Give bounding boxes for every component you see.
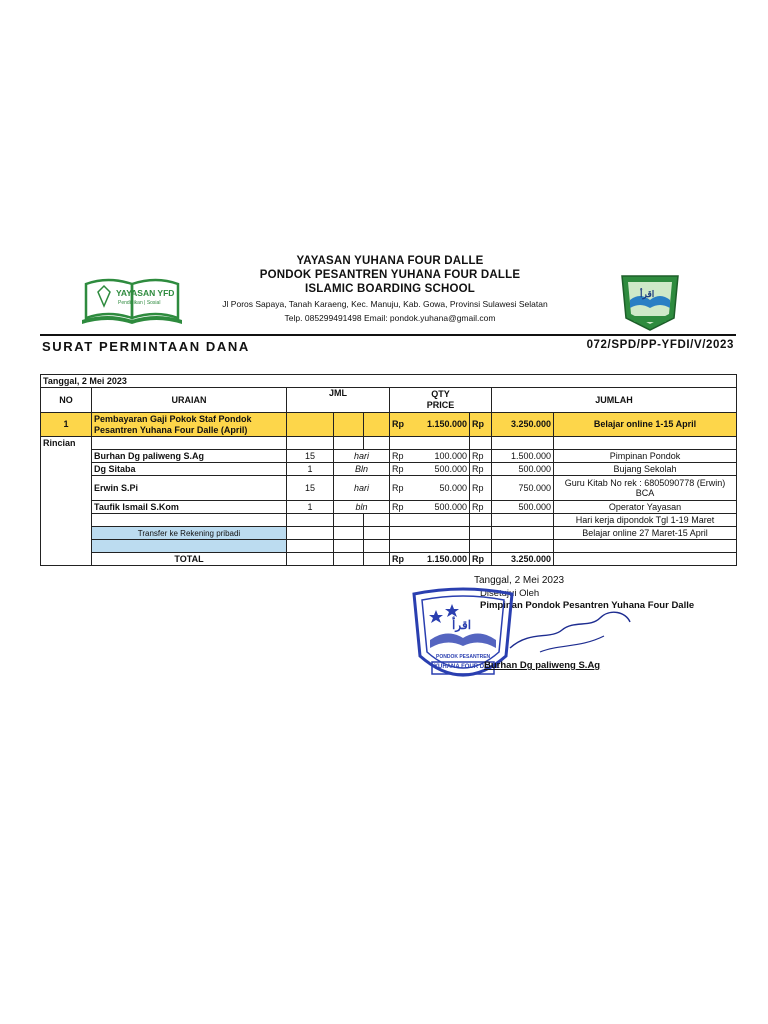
row-price: 500.000: [434, 463, 467, 474]
date-row: [41, 375, 737, 388]
row-price: 100.000: [434, 450, 467, 461]
row-name: Erwin S.Pi: [92, 476, 287, 501]
foundation-name: YAYASAN YUHANA FOUR DALLE: [296, 255, 484, 267]
row-name: Burhan Dg paliweng S.Ag: [92, 450, 287, 463]
item-rp-2: Rp: [470, 413, 492, 437]
blank-row: [41, 540, 737, 553]
empty-cell: [554, 540, 737, 553]
row-unit: Bln: [334, 463, 390, 476]
empty-cell: [554, 553, 737, 566]
empty-cell: [364, 437, 390, 450]
empty-cell: [287, 437, 334, 450]
row-ket: Operator Yayasan: [554, 501, 737, 514]
empty-cell: [364, 514, 390, 527]
col-price: PRICE: [426, 400, 455, 410]
empty-cell: [390, 437, 470, 450]
stamp-text-bottom: YUHANA FOUR DALLE: [434, 664, 500, 670]
empty-cell: [364, 553, 390, 566]
row-qty: 1: [287, 463, 334, 476]
logo-left-text: YAYASAN YFD: [116, 288, 175, 298]
document-title: SURAT PERMINTAAN DANA: [42, 339, 250, 354]
row-qty: 1: [287, 501, 334, 514]
total-label: TOTAL: [92, 553, 287, 566]
transfer-row: [41, 527, 737, 540]
item-ket: Belajar online 1-15 April: [554, 413, 737, 437]
row-rp: Rp: [392, 482, 404, 493]
signature-position: Pimpinan Pondok Pesantren Yuhana Four Dalle: [480, 600, 695, 611]
row-price: 500.000: [434, 501, 467, 512]
row-amount: 500.000: [492, 463, 554, 476]
col-qty: QTY: [431, 389, 450, 399]
note-ket-1: Hari kerja dipondok Tgl 1-19 Maret: [554, 514, 737, 527]
empty-cell: [41, 463, 92, 476]
row-ket: Bujang Sekolah: [554, 463, 737, 476]
col-uraian: URAIAN: [92, 388, 287, 413]
row-rp: Rp: [392, 463, 404, 474]
row-name: Dg Sitaba: [92, 463, 287, 476]
table-row: [41, 463, 737, 476]
item-no: 1: [41, 413, 92, 437]
row-ket: Guru Kitab No rek : 6805090778 (Erwin) BCA: [554, 476, 737, 501]
empty-cell: [364, 413, 390, 437]
rincian-label: Rincian: [41, 437, 92, 450]
logo-left-subtext: Pendidikan | Sosial: [118, 300, 161, 306]
empty-cell: [92, 514, 287, 527]
row-qty: 15: [287, 476, 334, 501]
empty-cell: [470, 437, 492, 450]
total-row: [41, 553, 737, 566]
main-item-row: [41, 413, 737, 437]
empty-cell: [287, 540, 334, 553]
row-unit: hari: [334, 476, 390, 501]
row-rp: Rp: [392, 501, 404, 512]
empty-cell: [287, 553, 334, 566]
empty-cell: [390, 527, 470, 540]
empty-cell: [334, 527, 364, 540]
row-price-cell: [390, 450, 470, 463]
total-rp: Rp: [392, 553, 404, 564]
row-rp-2: Rp: [470, 463, 492, 476]
empty-cell: [492, 527, 554, 540]
row-amount: 1.500.000: [492, 450, 554, 463]
item-desc: Pembayaran Gaji Pokok Staf Pondok Pesantren Yuhana Four Dalle (April): [92, 413, 287, 437]
empty-cell: [41, 450, 92, 463]
empty-cell: [334, 437, 364, 450]
note-row: [41, 514, 737, 527]
yayasan-logo: [78, 272, 186, 326]
empty-cell: [287, 413, 334, 437]
row-rp-2: Rp: [470, 501, 492, 514]
row-rp-2: Rp: [470, 476, 492, 501]
col-qty-price: [390, 388, 492, 413]
table-row: [41, 450, 737, 463]
item-total: 3.250.000: [492, 413, 554, 437]
empty-cell: [41, 476, 92, 501]
total-amount: 3.250.000: [492, 553, 554, 566]
empty-cell: [41, 553, 92, 566]
header-row: [41, 388, 737, 413]
empty-cell: [92, 540, 287, 553]
request-date: Tanggal, 2 Mei 2023: [41, 375, 737, 388]
logo-right-text: اقرأ: [640, 289, 655, 299]
empty-cell: [334, 553, 364, 566]
empty-cell: [287, 527, 334, 540]
empty-cell: [492, 540, 554, 553]
row-unit: hari: [334, 450, 390, 463]
empty-cell: [287, 514, 334, 527]
empty-cell: [390, 540, 470, 553]
empty-cell: [492, 514, 554, 527]
total-price-cell: [390, 553, 470, 566]
school-type: ISLAMIC BOARDING SCHOOL: [304, 283, 476, 295]
total-price: 1.150.000: [426, 553, 467, 564]
empty-cell: [334, 540, 364, 553]
item-price: 1.150.000: [426, 419, 467, 429]
fund-request-table: [40, 374, 737, 566]
row-amount: 750.000: [492, 476, 554, 501]
empty-cell: [41, 514, 92, 527]
empty-cell: [390, 514, 470, 527]
row-amount: 500.000: [492, 501, 554, 514]
empty-cell: [554, 437, 737, 450]
header-divider: [40, 334, 736, 336]
reference-number: 072/SPD/PP-YFDI/V/2023: [586, 339, 734, 351]
signature-date: Tanggal, 2 Mei 2023: [474, 575, 565, 586]
row-price: 50.000: [439, 482, 467, 493]
col-jumlah: JUMLAH: [492, 388, 737, 413]
empty-cell: [41, 527, 92, 540]
table-row: [41, 501, 737, 514]
row-price-cell: [390, 476, 470, 501]
empty-cell: [92, 437, 287, 450]
school-address: Jl Poros Sapaya, Tanah Karaeng, Kec. Manuju, Kab. Gowa, Provinsi Sulawesi Selatan: [222, 299, 548, 309]
row-rp: Rp: [392, 450, 404, 461]
row-price-cell: [390, 501, 470, 514]
empty-cell: [334, 413, 364, 437]
empty-cell: [334, 514, 364, 527]
item-price-cell: [390, 413, 470, 437]
empty-cell: [470, 527, 492, 540]
empty-cell: [492, 437, 554, 450]
total-rp-2: Rp: [470, 553, 492, 566]
empty-cell: [41, 501, 92, 514]
row-ket: Pimpinan Pondok: [554, 450, 737, 463]
row-unit: bln: [334, 501, 390, 514]
item-rp: Rp: [392, 419, 404, 429]
empty-cell: [470, 540, 492, 553]
row-price-cell: [390, 463, 470, 476]
row-name: Taufik Ismail S.Kom: [92, 501, 287, 514]
table-row: [41, 476, 737, 501]
signatory-name: Burhan Dg paliweng S.Ag: [484, 660, 601, 671]
school-name: PONDOK PESANTREN YUHANA FOUR DALLE: [259, 269, 521, 281]
col-jml: JML: [287, 388, 390, 413]
note-ket-2: Belajar online 27 Maret-15 April: [554, 527, 737, 540]
empty-cell: [41, 540, 92, 553]
pondok-logo: [614, 270, 686, 332]
transfer-label: Transfer ke Rekening pribadi: [92, 527, 287, 540]
stamp-center-text: اقرأ: [452, 618, 472, 632]
col-no: NO: [41, 388, 92, 413]
row-qty: 15: [287, 450, 334, 463]
school-contact: Telp. 085299491498 Email: pondok.yuhana@gmail.com: [284, 313, 496, 323]
rincian-row: [41, 437, 737, 450]
empty-cell: [364, 540, 390, 553]
signature-approved: Disetujui Oleh: [480, 588, 540, 599]
empty-cell: [470, 514, 492, 527]
stamp-text-top: PONDOK PESANTREN: [436, 654, 491, 660]
empty-cell: [364, 527, 390, 540]
row-rp-2: Rp: [470, 450, 492, 463]
